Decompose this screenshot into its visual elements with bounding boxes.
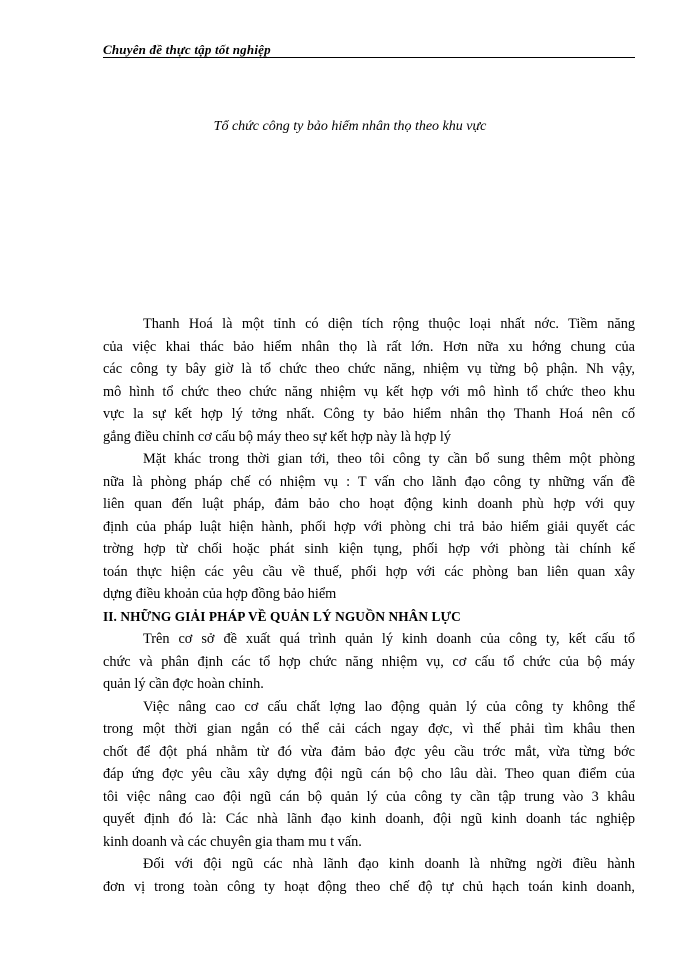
text-line: nữa là phòng pháp chế có nhiệm vụ : T vấn cho lãnh đạo công ty những vấn đề bbox=[103, 473, 635, 490]
paragraph bbox=[103, 313, 635, 448]
text-line: đơn vị trong toàn công ty hoạt động theo chế độ tự chủ hạch toán kinh doanh, bbox=[103, 878, 635, 895]
header-rule bbox=[103, 57, 635, 58]
text-line: chốt để đột phá nhằm từ đó vừa đảm bảo đợc yêu cầu trớc mắt, vừa từng bớc bbox=[103, 743, 635, 760]
text-line: gắng điều chỉnh cơ cấu bộ máy theo sự kết hợp này là hợp lý bbox=[103, 428, 452, 445]
text-line: của việc khai thác bảo hiểm nhân thọ là rất lớn. Hơn nữa xu hớng chung của bbox=[103, 338, 635, 355]
text-line: Mặt khác trong thời gian tới, theo tôi công ty cần bổ sung thêm một phòng bbox=[143, 451, 635, 467]
figure-caption bbox=[0, 119, 640, 135]
text-line: chức và phân định các tổ hợp chức năng nhiệm vụ, cơ cấu tổ chức của bộ máy bbox=[103, 653, 635, 670]
text-line: dựng điều khoản của hợp đồng bảo hiểm bbox=[103, 586, 337, 602]
text-line: quản lý cần đợc hoàn chỉnh. bbox=[103, 676, 264, 692]
paragraph bbox=[103, 628, 635, 696]
text-line: trong một thời gian ngắn có thể cải cách ngay đợc, vì thế phải tìm khâu then bbox=[103, 721, 635, 737]
text-line: trờng hợp từ chối hoặc phát sinh kiện tụng, phối hợp với phòng tài chính kế bbox=[103, 541, 635, 557]
text-line: đáp ứng đợc yêu cầu xây dựng đội ngũ cán bộ cho lâu dài. Theo quan điểm của bbox=[103, 766, 635, 782]
text-line: vực la sự kết hợp lý tởng nhất. Công ty bảo hiểm nhân thọ Thanh Hoá nên cố bbox=[103, 406, 635, 422]
paragraph bbox=[103, 853, 635, 898]
section-heading: II. NHỮNG GIẢI PHÁP VỀ QUẢN LÝ NGUỒN NHÂN LỰC bbox=[103, 608, 461, 624]
text-line: quyết định đó là: Các nhà lãnh đạo kinh doanh, đội ngũ kinh doanh tác nghiệp bbox=[103, 811, 635, 827]
text-line: mô hình tổ chức theo chức năng nhiệm vụ kết hợp với mô hình tổ chức theo khu bbox=[103, 383, 635, 400]
text-line: toán thực hiện các yêu cầu về thuế, phối hợp với các phòng ban liên quan xây bbox=[103, 563, 635, 580]
text-line: Đối với đội ngũ các nhà lãnh đạo kinh doanh là những ngời điều hành bbox=[143, 856, 635, 872]
text-line: kinh doanh và các chuyên gia tham mu t vấn. bbox=[103, 833, 362, 850]
text-line: định của pháp luật hiện hành, phối hợp với phòng chi trả bảo hiểm giải quyết các bbox=[103, 518, 635, 535]
running-header-title: Chuyên đề thực tập tốt nghiệp bbox=[103, 42, 271, 57]
text-line: liên quan đến luật pháp, đảm bảo cho hoạt động kinh doanh phù hợp với quy bbox=[103, 496, 635, 512]
text-line: Việc nâng cao cơ cấu chất lợng lao động quản lý của công ty không thể bbox=[143, 698, 635, 715]
body-text bbox=[103, 313, 635, 898]
text-line: các công ty bây giờ là tổ chức theo chức năng, nhiệm vụ từng bộ phận. Nh vậy, bbox=[103, 361, 635, 377]
paragraph bbox=[103, 696, 635, 854]
text-line: tôi việc nâng cao đội ngũ cán bộ quản lý của công ty cần tập trung vào 3 khâu bbox=[103, 788, 635, 805]
text-line: Thanh Hoá là một tỉnh có diện tích rộng thuộc loại nhất nớc. Tiềm năng bbox=[143, 316, 635, 332]
text-line: Trên cơ sở đề xuất quá trình quản lý kinh doanh của công ty, kết cấu tổ bbox=[143, 631, 635, 647]
figure-caption-text: Tổ chức công ty bảo hiểm nhân thọ theo khu vực bbox=[213, 119, 487, 134]
paragraph bbox=[103, 448, 635, 606]
